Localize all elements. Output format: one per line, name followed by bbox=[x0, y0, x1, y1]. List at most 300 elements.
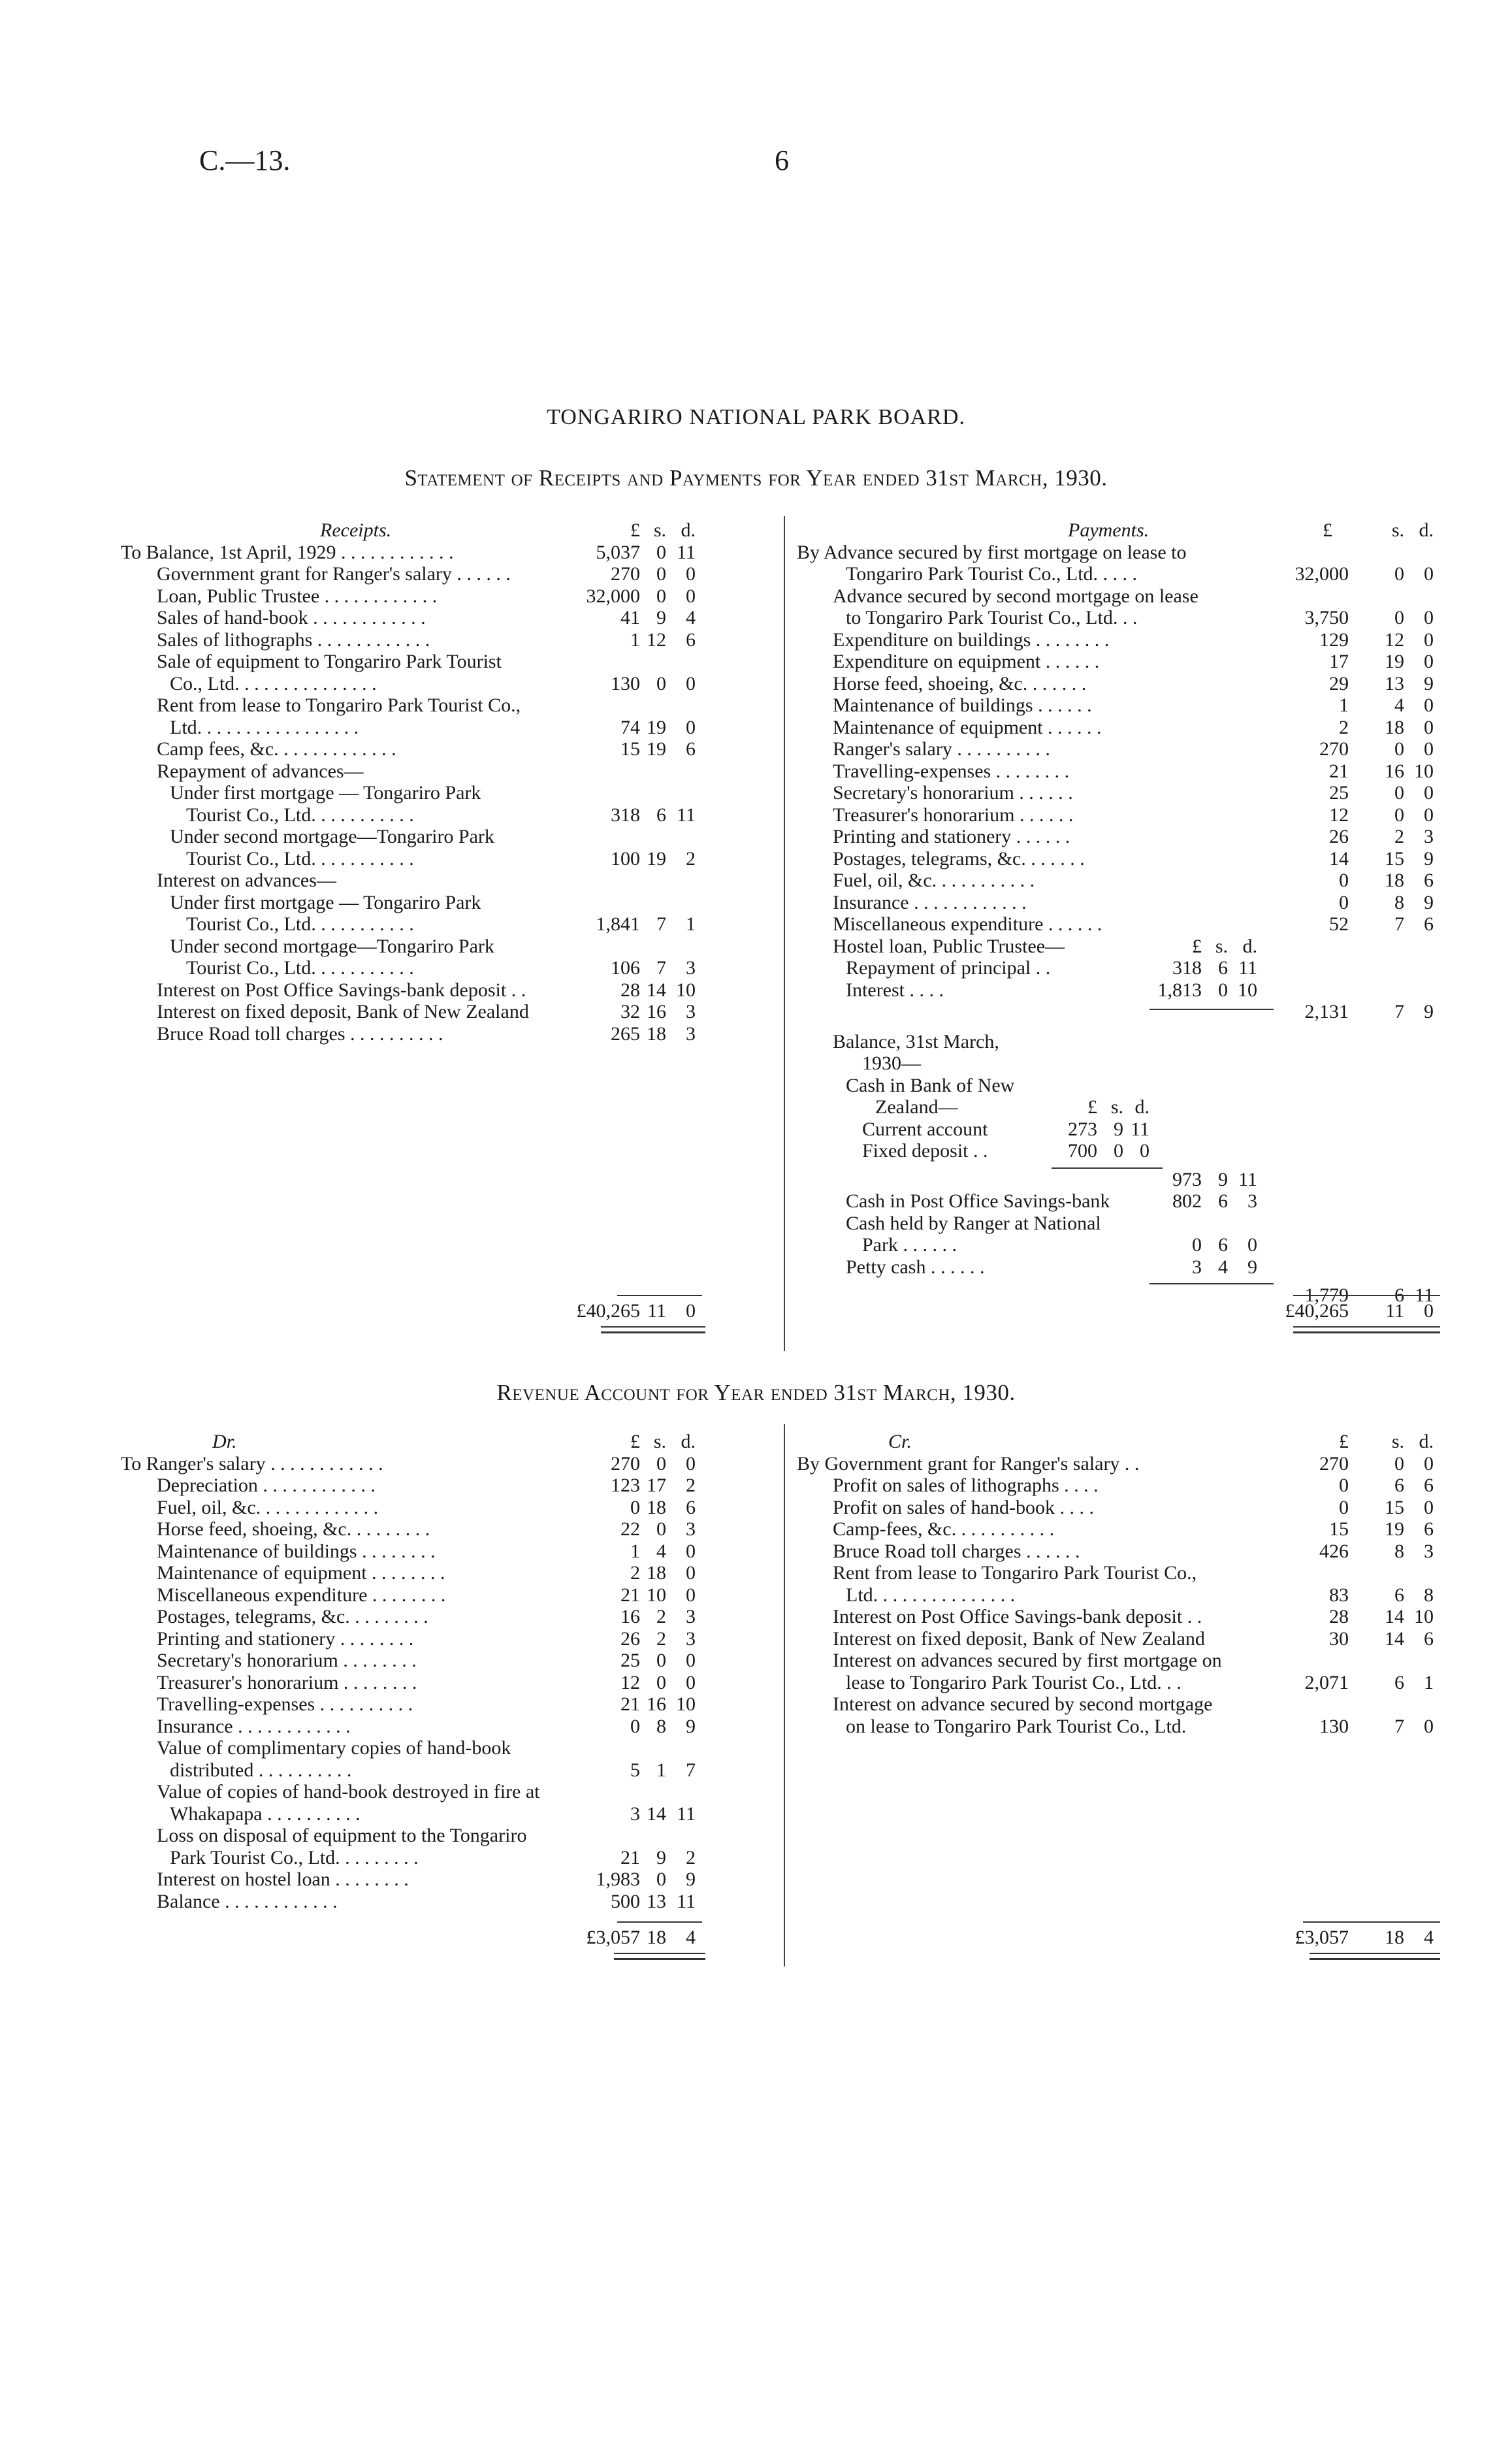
balance-row-amount-pounds: 0 bbox=[1192, 1234, 1202, 1256]
payments-row-amount-pence: 0 bbox=[1424, 716, 1434, 738]
bank-label-2-label: Zealand— bbox=[875, 1096, 958, 1118]
cr-row bbox=[797, 1672, 1443, 1694]
cr-row bbox=[797, 1716, 1443, 1738]
dr-col-pence: d. bbox=[681, 1431, 696, 1452]
receipts-row bbox=[121, 607, 771, 629]
payments-row-label: Advance secured by second mortgage on lease bbox=[833, 585, 1198, 607]
dr-row bbox=[121, 1518, 771, 1541]
cr-row-label: Rent from lease to Tongariro Park Tourist Co., bbox=[833, 1562, 1197, 1584]
dr-row-amount-pounds: 3 bbox=[630, 1802, 640, 1825]
dr-row-amount-pence: 0 bbox=[686, 1452, 696, 1475]
receipts-row bbox=[121, 651, 771, 673]
payments-row-amount-pounds: 12 bbox=[1329, 804, 1349, 826]
payments-row-amount-pence: 9 bbox=[1424, 672, 1434, 694]
cr-row-amount-pounds: 83 bbox=[1329, 1584, 1349, 1606]
payments-col-pounds: £ bbox=[1323, 519, 1332, 541]
payments-row-label: Printing and stationery . . . . . . bbox=[833, 826, 1070, 847]
dr-row-amount-shillings: 1 bbox=[656, 1759, 666, 1781]
payments-row bbox=[797, 870, 1443, 892]
payments-currency-header bbox=[797, 519, 1443, 542]
bank-row-amount-pence: 0 bbox=[1140, 1140, 1150, 1162]
payments-row-amount-shillings: 16 bbox=[1385, 760, 1404, 782]
receipts-row-amount-pence: 11 bbox=[677, 804, 696, 826]
payments-row-amount-shillings: 0 bbox=[1394, 782, 1404, 804]
balance-year-label: 1930— bbox=[862, 1052, 921, 1074]
dr-row-amount-pounds: 22 bbox=[620, 1518, 640, 1540]
dr-row-amount-shillings: 0 bbox=[656, 1650, 666, 1671]
payments-row-label: Tongariro Park Tourist Co., Ltd. . . . . bbox=[846, 563, 1138, 585]
receipts-row-amount-shillings: 7 bbox=[656, 913, 666, 935]
receipts-row bbox=[121, 979, 771, 1002]
receipts-row bbox=[121, 1001, 771, 1023]
hostel-total-amount-shillings: 7 bbox=[1394, 1001, 1404, 1022]
dr-row-amount-shillings: 0 bbox=[656, 1518, 666, 1540]
dr-row bbox=[121, 1868, 771, 1891]
dr-row-amount-pence: 11 bbox=[677, 1890, 696, 1912]
payments-row bbox=[797, 673, 1443, 695]
receipts-row bbox=[121, 694, 771, 717]
receipts-row-amount-pence: 10 bbox=[676, 979, 696, 1001]
cr-col-shillings: s. bbox=[1391, 1431, 1404, 1452]
receipts-row-amount-shillings: 12 bbox=[647, 628, 666, 651]
receipts-row-amount-pence: 3 bbox=[686, 1001, 696, 1022]
balance-row-amount-shillings: 6 bbox=[1218, 1234, 1228, 1256]
dr-row-amount-pounds: 0 bbox=[630, 1496, 640, 1518]
cr-col-pence: d. bbox=[1419, 1431, 1434, 1452]
payments-row-amount-shillings: 0 bbox=[1394, 607, 1404, 628]
dr-heading: Dr. bbox=[212, 1431, 237, 1452]
dr-row-amount-pence: 9 bbox=[686, 1868, 696, 1890]
cr-row-label: Interest on advances secured by first mortgage on bbox=[833, 1650, 1222, 1671]
payments-row-amount-pence: 0 bbox=[1424, 694, 1434, 716]
dr-row bbox=[121, 1541, 771, 1563]
receipts-row-amount-shillings: 0 bbox=[656, 541, 666, 563]
bank-row-amount-pounds: 700 bbox=[1068, 1140, 1097, 1162]
dr-row-amount-pounds: 5 bbox=[630, 1759, 640, 1781]
hostel-row bbox=[797, 979, 1443, 1002]
receipts-row-amount-shillings: 19 bbox=[647, 847, 666, 870]
cr-row-amount-pounds: 2,071 bbox=[1304, 1671, 1349, 1693]
cr-row bbox=[797, 1497, 1443, 1519]
dr-row bbox=[121, 1825, 771, 1847]
receipts-row bbox=[121, 585, 771, 608]
receipts-row-label: Ltd. . . . . . . . . . . . . . . . . bbox=[170, 716, 359, 738]
bank-total bbox=[797, 1169, 1443, 1191]
receipts-row-label: Under second mortgage—Tongariro Park bbox=[170, 826, 494, 847]
receipts-row-label: Tourist Co., Ltd. . . . . . . . . . . bbox=[186, 847, 414, 870]
payments-row-amount-shillings: 4 bbox=[1394, 694, 1404, 716]
bank-row-amount-shillings: 9 bbox=[1114, 1118, 1123, 1140]
receipts-row-amount-shillings: 16 bbox=[647, 1001, 666, 1022]
receipts-total bbox=[121, 1300, 771, 1322]
dr-row-amount-pounds: 0 bbox=[630, 1715, 640, 1737]
dr-row-amount-pence: 0 bbox=[686, 1671, 696, 1693]
dr-total-rule bbox=[617, 1921, 702, 1923]
receipts-row bbox=[121, 913, 771, 936]
receipts-row-amount-shillings: 14 bbox=[647, 979, 666, 1001]
dr-row-label: Depreciation . . . . . . . . . . . . bbox=[157, 1475, 376, 1496]
dr-row bbox=[121, 1453, 771, 1475]
cr-row-amount-pence: 6 bbox=[1424, 1518, 1434, 1540]
payments-row bbox=[797, 563, 1443, 585]
payments-row-label: Travelling-expenses . . . . . . . . bbox=[833, 760, 1070, 782]
receipts-row bbox=[121, 629, 771, 651]
balance-row-amount-shillings: 6 bbox=[1218, 1190, 1228, 1212]
bank-total-amount-shillings: 9 bbox=[1218, 1168, 1228, 1190]
cr-row-amount-pounds: 30 bbox=[1329, 1627, 1349, 1650]
payments-row-amount-pounds: 270 bbox=[1319, 738, 1349, 760]
receipts-row-amount-pounds: 15 bbox=[620, 738, 640, 760]
dr-total bbox=[121, 1927, 771, 1949]
dr-row-label: Postages, telegrams, &c. . . . . . . . . bbox=[157, 1606, 428, 1627]
cr-row-amount-pence: 1 bbox=[1424, 1671, 1434, 1693]
cr-row-amount-pence: 0 bbox=[1424, 1452, 1434, 1475]
receipts-row bbox=[121, 673, 771, 695]
receipts-row-amount-pence: 1 bbox=[686, 913, 696, 935]
payments-row-amount-pence: 0 bbox=[1424, 782, 1434, 804]
dr-total-amount-shillings: 18 bbox=[647, 1927, 666, 1948]
cr-row-amount-pounds: 28 bbox=[1329, 1606, 1349, 1627]
hostel-row-label: Repayment of principal . . bbox=[846, 957, 1051, 979]
receipts-row-amount-pounds: 32,000 bbox=[586, 585, 640, 607]
payments-row-amount-pounds: 26 bbox=[1329, 826, 1349, 847]
balance-row-label: Cash held by Ranger at National bbox=[846, 1212, 1101, 1234]
cr-row-amount-pounds: 426 bbox=[1319, 1540, 1349, 1562]
bank-total-amount-pence: 11 bbox=[1238, 1168, 1257, 1190]
bank-row-amount-pounds: 273 bbox=[1068, 1118, 1097, 1140]
payments-row bbox=[797, 585, 1443, 608]
hostel-row-amount-pounds: 318 bbox=[1172, 957, 1202, 979]
receipts-row-amount-pounds: 1 bbox=[630, 628, 640, 651]
cr-col-pounds: £ bbox=[1339, 1431, 1349, 1452]
dr-row bbox=[121, 1737, 771, 1759]
payments-row-amount-shillings: 18 bbox=[1385, 870, 1404, 891]
balance-row-label: Petty cash . . . . . . bbox=[846, 1256, 985, 1278]
cr-total bbox=[797, 1927, 1443, 1949]
dr-row-amount-shillings: 2 bbox=[656, 1606, 666, 1627]
receipts-total-double-rule bbox=[601, 1326, 705, 1333]
balance-row-amount-pence: 0 bbox=[1247, 1234, 1257, 1256]
bank-row bbox=[797, 1140, 1443, 1162]
dr-row-label: Insurance . . . . . . . . . . . . bbox=[157, 1715, 351, 1737]
payments-row-amount-shillings: 12 bbox=[1385, 628, 1404, 651]
cr-total-amount-pence: 4 bbox=[1424, 1927, 1434, 1948]
payments-row-amount-pounds: 17 bbox=[1329, 651, 1349, 672]
cr-row-amount-pounds: 15 bbox=[1329, 1518, 1349, 1540]
payments-row-amount-shillings: 0 bbox=[1394, 563, 1404, 585]
payments-row-amount-pence: 6 bbox=[1424, 913, 1434, 935]
cr-total-amount-pounds: £3,057 bbox=[1295, 1927, 1349, 1948]
cr-row-amount-pounds: 130 bbox=[1319, 1715, 1349, 1737]
dr-row-label: Secretary's honorarium . . . . . . . . bbox=[157, 1650, 417, 1671]
receipts-heading: Receipts. bbox=[320, 519, 392, 541]
payments-row bbox=[797, 892, 1443, 914]
payments-row-amount-pounds: 29 bbox=[1329, 672, 1349, 694]
receipts-row bbox=[121, 870, 771, 892]
dr-row-amount-pence: 3 bbox=[686, 1627, 696, 1650]
cr-row bbox=[797, 1518, 1443, 1541]
receipts-row-amount-shillings: 0 bbox=[656, 672, 666, 694]
cr-row bbox=[797, 1650, 1443, 1672]
dr-row-label: Interest on hostel loan . . . . . . . . bbox=[157, 1868, 409, 1890]
hostel-row bbox=[797, 957, 1443, 979]
receipts-row-label: Tourist Co., Ltd. . . . . . . . . . . bbox=[186, 957, 414, 979]
receipts-row-amount-pounds: 106 bbox=[611, 957, 640, 979]
receipts-row-label: Under second mortgage—Tongariro Park bbox=[170, 935, 494, 957]
receipts-row-amount-pence: 0 bbox=[686, 716, 696, 738]
receipts-row-label: Tourist Co., Ltd. . . . . . . . . . . bbox=[186, 804, 414, 826]
cr-row-label: Interest on fixed deposit, Bank of New Zealand bbox=[833, 1627, 1205, 1650]
cr-row-amount-pence: 8 bbox=[1424, 1584, 1434, 1606]
cr-row bbox=[797, 1628, 1443, 1650]
bank-label bbox=[797, 1075, 1443, 1097]
receipts-row-label: Bruce Road toll charges . . . . . . . . . . bbox=[157, 1022, 443, 1045]
receipts-row bbox=[121, 542, 771, 564]
receipts-row-label: Interest on Post Office Savings-bank deposit . . bbox=[157, 979, 526, 1001]
receipts-row-label: Loan, Public Trustee . . . . . . . . . . . . bbox=[157, 585, 438, 607]
receipts-row-amount-pounds: 28 bbox=[620, 979, 640, 1001]
dr-row-amount-pence: 0 bbox=[686, 1584, 696, 1606]
hostel-col-pounds: £ bbox=[1192, 935, 1202, 957]
payments-row-amount-pounds: 1 bbox=[1339, 694, 1349, 716]
hostel-total-amount-pounds: 2,131 bbox=[1304, 1001, 1349, 1022]
dr-row-amount-shillings: 10 bbox=[647, 1584, 666, 1606]
receipts-row-amount-pence: 3 bbox=[686, 957, 696, 979]
receipts-row-amount-pence: 0 bbox=[686, 563, 696, 585]
dr-row-amount-shillings: 0 bbox=[656, 1868, 666, 1890]
receipts-row-amount-pence: 4 bbox=[686, 607, 696, 628]
receipts-row bbox=[121, 782, 771, 804]
receipts-row-label: Under first mortgage — Tongariro Park bbox=[170, 891, 481, 913]
payments-row-amount-pounds: 25 bbox=[1329, 782, 1349, 804]
cr-row bbox=[797, 1453, 1443, 1475]
cr-row-amount-shillings: 14 bbox=[1385, 1627, 1404, 1650]
payments-row-amount-pounds: 2 bbox=[1339, 716, 1349, 738]
payments-row-label: Treasurer's honorarium . . . . . . bbox=[833, 804, 1074, 826]
payments-total-rule bbox=[1293, 1295, 1440, 1296]
hostel-loan-label: Hostel loan, Public Trustee— bbox=[833, 935, 1065, 957]
receipts-total-amount-shillings: 11 bbox=[647, 1300, 666, 1322]
cr-row-amount-pence: 6 bbox=[1424, 1627, 1434, 1650]
dr-row-amount-pounds: 25 bbox=[620, 1650, 640, 1671]
payments-row-amount-pence: 0 bbox=[1424, 804, 1434, 826]
receipts-row-amount-pence: 0 bbox=[686, 672, 696, 694]
payments-row-amount-shillings: 15 bbox=[1385, 847, 1404, 870]
payments-row bbox=[797, 782, 1443, 804]
bank-total-amount-pounds: 973 bbox=[1172, 1168, 1202, 1190]
payments-row-amount-pence: 0 bbox=[1424, 651, 1434, 672]
dr-row-amount-pence: 3 bbox=[686, 1518, 696, 1540]
payments-row bbox=[797, 913, 1443, 936]
dr-row-label: Balance . . . . . . . . . . . . bbox=[157, 1890, 338, 1912]
dr-row-amount-pounds: 1,983 bbox=[596, 1868, 640, 1890]
payments-row-label: Maintenance of buildings . . . . . . bbox=[833, 694, 1092, 716]
receipts-row-amount-pence: 6 bbox=[686, 738, 696, 760]
cr-row-label: on lease to Tongariro Park Tourist Co., Ltd. bbox=[846, 1715, 1187, 1737]
dr-row-label: Maintenance of buildings . . . . . . . . bbox=[157, 1540, 436, 1562]
payments-row-amount-pounds: 21 bbox=[1329, 760, 1349, 782]
cr-row bbox=[797, 1475, 1443, 1497]
dr-row-amount-pence: 2 bbox=[686, 1846, 696, 1868]
payments-row bbox=[797, 760, 1443, 783]
dr-row-amount-pence: 3 bbox=[686, 1606, 696, 1627]
dr-row bbox=[121, 1584, 771, 1606]
cr-row-label: Ltd. . . . . . . . . . . . . . . bbox=[846, 1584, 1016, 1606]
receipts-row-amount-pence: 0 bbox=[686, 585, 696, 607]
hostel-row-amount-shillings: 0 bbox=[1218, 979, 1228, 1001]
dr-row-amount-shillings: 9 bbox=[656, 1846, 666, 1868]
dr-total-double-rule bbox=[614, 1953, 705, 1960]
cr-row bbox=[797, 1584, 1443, 1606]
document-reference: C.—13. bbox=[199, 144, 291, 176]
dr-row-amount-pence: 0 bbox=[686, 1650, 696, 1671]
dr-row-amount-shillings: 14 bbox=[647, 1802, 666, 1825]
cr-row-amount-shillings: 0 bbox=[1394, 1452, 1404, 1475]
hostel-col-shillings: s. bbox=[1215, 935, 1228, 957]
payments-row-amount-pence: 0 bbox=[1424, 628, 1434, 651]
dr-row-amount-shillings: 18 bbox=[647, 1496, 666, 1518]
payments-row-amount-shillings: 8 bbox=[1394, 891, 1404, 913]
cr-total-amount-shillings: 18 bbox=[1385, 1927, 1404, 1948]
payments-row bbox=[797, 717, 1443, 739]
cr-row-amount-shillings: 6 bbox=[1394, 1671, 1404, 1693]
payments-row-amount-pounds: 52 bbox=[1329, 913, 1349, 935]
dr-row-amount-shillings: 13 bbox=[647, 1890, 666, 1912]
cr-row-label: Camp-fees, &c. . . . . . . . . . . bbox=[833, 1518, 1055, 1540]
balance-label bbox=[797, 1031, 1443, 1053]
dr-row-label: Horse feed, shoeing, &c. . . . . . . . . bbox=[157, 1518, 430, 1540]
dr-row bbox=[121, 1672, 771, 1694]
hostel-total-amount-pence: 9 bbox=[1424, 1001, 1434, 1022]
payments-row-label: Postages, telegrams, &c. . . . . . . bbox=[833, 847, 1085, 870]
dr-row-amount-shillings: 2 bbox=[656, 1627, 666, 1650]
balance-row bbox=[797, 1234, 1443, 1256]
bank-col-pounds: £ bbox=[1087, 1096, 1097, 1118]
payments-row bbox=[797, 651, 1443, 673]
receipts-row-amount-pounds: 100 bbox=[611, 847, 640, 870]
cr-currency-header bbox=[797, 1431, 1443, 1453]
bank-col-pence: d. bbox=[1134, 1096, 1150, 1118]
payments-row-amount-pounds: 32,000 bbox=[1295, 563, 1349, 585]
dr-row-amount-shillings: 0 bbox=[656, 1452, 666, 1475]
payments-row-amount-shillings: 19 bbox=[1385, 651, 1404, 672]
payments-row-amount-pounds: 129 bbox=[1319, 628, 1349, 651]
dr-row-amount-pence: 0 bbox=[686, 1562, 696, 1584]
dr-row-amount-pounds: 270 bbox=[611, 1452, 640, 1475]
dr-row-label: Maintenance of equipment . . . . . . . . bbox=[157, 1562, 445, 1584]
payments-row-amount-pence: 9 bbox=[1424, 891, 1434, 913]
dr-row-amount-pounds: 1 bbox=[630, 1540, 640, 1562]
balance-total-amount-pounds: 1,779 bbox=[1304, 1284, 1349, 1306]
payments-row bbox=[797, 607, 1443, 629]
cr-row-amount-pounds: 0 bbox=[1339, 1475, 1349, 1496]
receipts-row-amount-shillings: 0 bbox=[656, 585, 666, 607]
balance-row-amount-pounds: 802 bbox=[1172, 1190, 1202, 1212]
cr-row-amount-pence: 10 bbox=[1414, 1606, 1434, 1627]
dr-row-amount-pounds: 2 bbox=[630, 1562, 640, 1584]
receipts-row bbox=[121, 717, 771, 739]
payments-row-label: Secretary's honorarium . . . . . . bbox=[833, 782, 1073, 804]
dr-row-amount-pence: 11 bbox=[677, 1802, 696, 1825]
cr-row-label: lease to Tongariro Park Tourist Co., Ltd. . . bbox=[846, 1671, 1182, 1693]
hostel-currency-header bbox=[797, 936, 1443, 958]
dr-row-amount-pence: 0 bbox=[686, 1540, 696, 1562]
balance-row-amount-shillings: 4 bbox=[1218, 1256, 1228, 1278]
receipts-row-label: Under first mortgage — Tongariro Park bbox=[170, 782, 481, 804]
dr-row bbox=[121, 1562, 771, 1584]
cr-row-label: Interest on advance secured by second mortgage bbox=[833, 1693, 1213, 1715]
receipts-col-pence: d. bbox=[681, 519, 696, 541]
statement-divider bbox=[784, 516, 785, 1351]
balance-row-amount-pence: 3 bbox=[1247, 1190, 1257, 1212]
payments-row-label: Maintenance of equipment . . . . . . bbox=[833, 716, 1102, 738]
hostel-row-amount-pence: 10 bbox=[1238, 979, 1257, 1001]
cr-row-amount-shillings: 14 bbox=[1385, 1606, 1404, 1627]
receipts-row bbox=[121, 1023, 771, 1045]
payments-row-amount-pence: 10 bbox=[1414, 760, 1434, 782]
dr-row bbox=[121, 1781, 771, 1803]
dr-row-label: Value of complimentary copies of hand-book bbox=[157, 1737, 511, 1759]
receipts-row bbox=[121, 848, 771, 870]
cr-row-label: Profit on sales of lithographs . . . . bbox=[833, 1475, 1099, 1496]
cr-row-amount-shillings: 6 bbox=[1394, 1584, 1404, 1606]
dr-row-amount-pounds: 500 bbox=[611, 1890, 640, 1912]
cr-row-amount-pence: 6 bbox=[1424, 1475, 1434, 1496]
receipts-row-amount-shillings: 9 bbox=[656, 607, 666, 628]
cr-row bbox=[797, 1541, 1443, 1563]
receipts-col-shillings: s. bbox=[653, 519, 666, 541]
hostel-row-label: Interest . . . . bbox=[846, 979, 944, 1001]
cr-row-amount-shillings: 8 bbox=[1394, 1540, 1404, 1562]
dr-row-amount-shillings: 17 bbox=[647, 1475, 666, 1496]
bank-row-amount-shillings: 0 bbox=[1114, 1140, 1123, 1162]
receipts-row-label: To Balance, 1st April, 1929 . . . . . . . . . . . . bbox=[121, 541, 454, 563]
payments-row-label: Horse feed, shoeing, &c. . . . . . . bbox=[833, 672, 1087, 694]
dr-row-label: Value of copies of hand-book destroyed in fire at bbox=[157, 1781, 540, 1802]
cr-row bbox=[797, 1562, 1443, 1584]
revenue-account-title: Revenue Account for Year ended 31st March, 1930. bbox=[496, 1380, 1016, 1405]
receipts-row-amount-shillings: 0 bbox=[656, 563, 666, 585]
cr-row-amount-pence: 0 bbox=[1424, 1715, 1434, 1737]
cr-row-amount-shillings: 6 bbox=[1394, 1475, 1404, 1496]
cr-row-amount-pounds: 270 bbox=[1319, 1452, 1349, 1475]
cr-row-amount-shillings: 15 bbox=[1385, 1496, 1404, 1518]
payments-row-label: to Tongariro Park Tourist Co., Ltd. . . bbox=[846, 607, 1138, 628]
receipts-row-label: Camp fees, &c. . . . . . . . . . . . . bbox=[157, 738, 396, 760]
receipts-row bbox=[121, 563, 771, 585]
receipts-row-amount-shillings: 6 bbox=[656, 804, 666, 826]
receipts-total-rule bbox=[617, 1295, 702, 1296]
dr-col-shillings: s. bbox=[653, 1431, 666, 1452]
payments-row-amount-shillings: 0 bbox=[1394, 804, 1404, 826]
dr-row bbox=[121, 1650, 771, 1672]
payments-row-amount-pence: 3 bbox=[1424, 826, 1434, 847]
dr-row-amount-pence: 2 bbox=[686, 1475, 696, 1496]
payments-row-amount-shillings: 13 bbox=[1385, 672, 1404, 694]
dr-row bbox=[121, 1891, 771, 1913]
bank-col-shillings: s. bbox=[1110, 1096, 1123, 1118]
dr-row-amount-pounds: 21 bbox=[620, 1846, 640, 1868]
cr-row-amount-shillings: 7 bbox=[1394, 1715, 1404, 1737]
receipts-row-label: Sales of lithographs . . . . . . . . . . . . bbox=[157, 628, 430, 651]
receipts-row-amount-pence: 11 bbox=[677, 541, 696, 563]
receipts-row-amount-pence: 3 bbox=[686, 1022, 696, 1045]
receipts-col-pounds: £ bbox=[630, 519, 640, 541]
cr-row-amount-pence: 3 bbox=[1424, 1540, 1434, 1562]
receipts-row-label: Interest on advances— bbox=[157, 870, 336, 891]
dr-row bbox=[121, 1803, 771, 1825]
bank-row bbox=[797, 1118, 1443, 1141]
